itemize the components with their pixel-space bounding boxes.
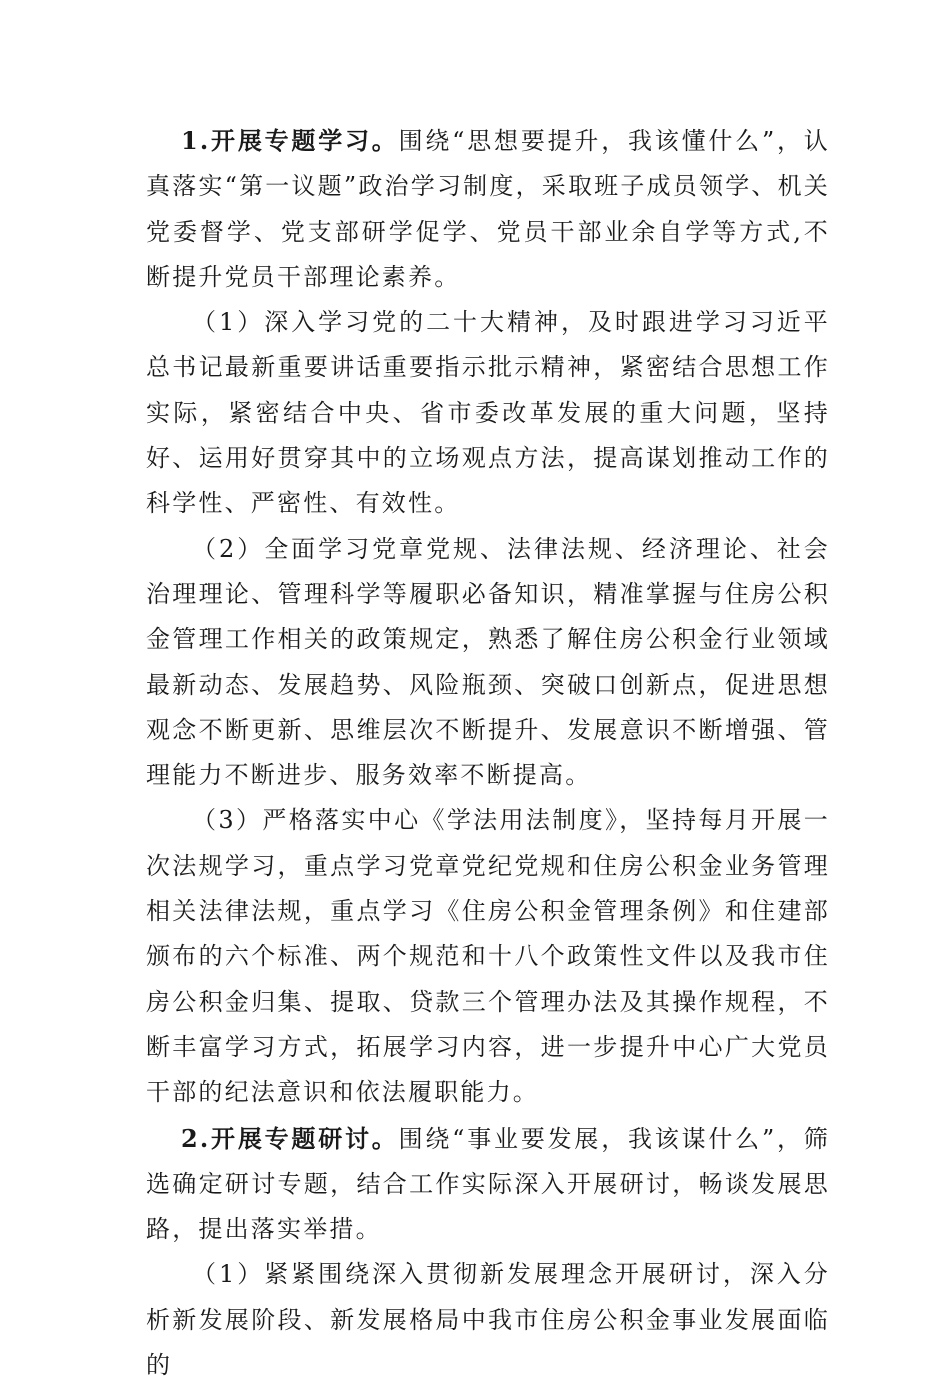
section-heading-1: 1.开展专题学习。 bbox=[181, 126, 399, 155]
paragraph-2-1 bbox=[146, 1252, 830, 1388]
document-body bbox=[146, 118, 830, 1388]
paragraph-1-1 bbox=[146, 300, 830, 526]
paragraph-2 bbox=[146, 1116, 830, 1253]
paragraph-1-3 bbox=[146, 798, 830, 1115]
paragraph-text: （1）深入学习党的二十大精神，及时跟进学习习近平总书记最新重要讲话重要指示批示精神，紧密结合思想工作实际，紧密结合中央、省市委改革发展的重大问题，坚持好、运用好贯穿其中的立场观点方法，提高谋划推动工作的科学性、严密性、有效性。 bbox=[146, 308, 830, 518]
paragraph-text: 围绕“事业要发展，我该谋什么”，筛选确定研讨专题，结合工作实际深入开展研讨，畅谈发展思路，提出落实举措。 bbox=[146, 1124, 830, 1244]
paragraph-text: 围绕“思想要提升，我该懂什么”，认真落实“第一议题”政治学习制度，采取班子成员领学、机关党委督学、党支部研学促学、党员干部业余自学等方式,不断提升党员干部理论素养。 bbox=[146, 127, 830, 291]
paragraph-1 bbox=[146, 118, 830, 300]
paragraph-text: （3）严格落实中心《学法用法制度》，坚持每月开展一次法规学习，重点学习党章党纪党规和住房公积金业务管理相关法律法规，重点学习《住房公积金管理条例》和住建部颁布的六个标准、两个规范和十八个政策性文件以及我市住房公积金归集、提取、贷款三个管理办法及其操作规程，不断丰富学习方式，拓展学习内容，进一步提升中心广大党员干部的纪法意识和依法履职能力。 bbox=[146, 806, 830, 1107]
section-heading-2: 2.开展专题研讨。 bbox=[181, 1123, 399, 1153]
paragraph-1-2 bbox=[146, 527, 830, 799]
paragraph-text: （1）紧紧围绕深入贯彻新发展理念开展研讨，深入分析新发展阶段、新发展格局中我市住房公积金事业发展面临的 bbox=[146, 1260, 830, 1380]
paragraph-text: （2）全面学习党章党规、法律法规、经济理论、社会治理理论、管理科学等履职必备知识，精准掌握与住房公积金管理工作相关的政策规定，熟悉了解住房公积金行业领域最新动态、发展趋势、风险瓶颈、突破口创新点，促进思想观念不断更新、思维层次不断提升、发展意识不断增强、管理能力不断进步、服务效率不断提高。 bbox=[146, 534, 830, 790]
